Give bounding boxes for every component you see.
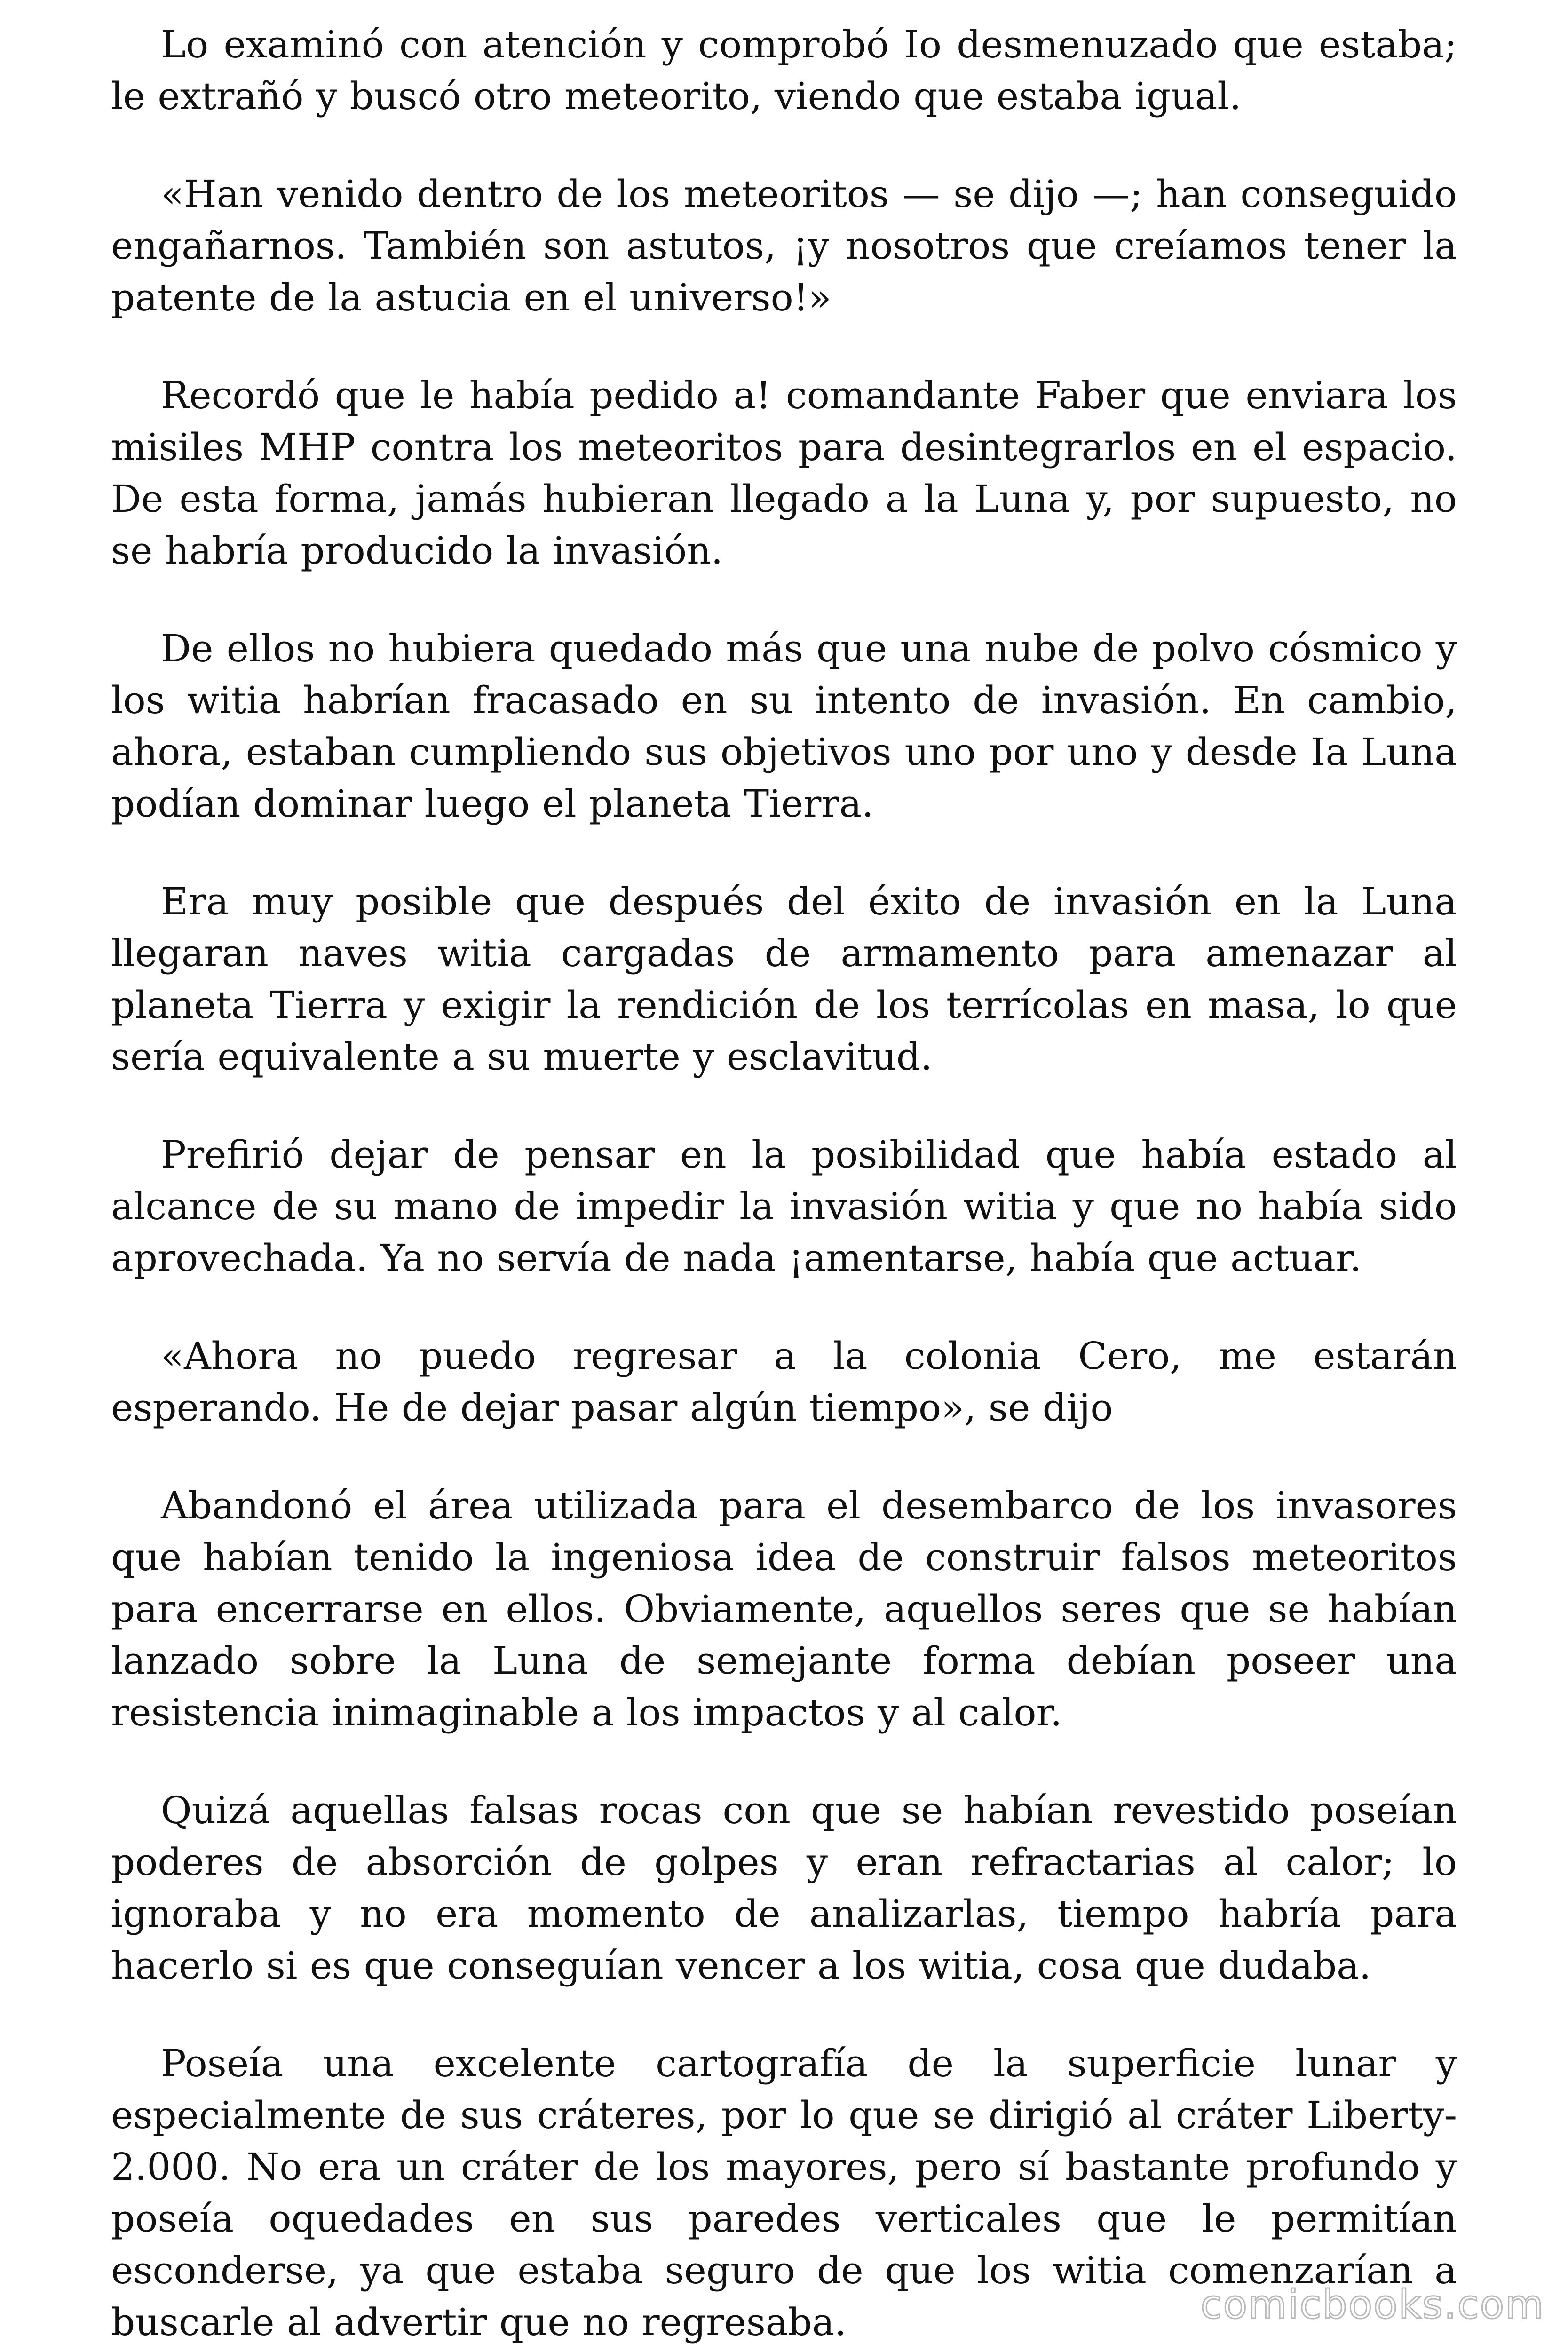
book-page xyxy=(111,19,1457,2344)
paragraph: «Han venido dentro de los meteoritos — se dijo —; han conseguido engañarnos. También son astutos, ¡y nosotros que creíamos tener la patente de la astucia en el universo!» xyxy=(111,172,1457,319)
paragraph: Prefirió dejar de pensar en la posibilidad que había estado al alcance de su mano de impedir la invasión witia y que no había sido aprovechada. Ya no servía de nada ¡amentarse, había que actuar. xyxy=(111,1133,1457,1280)
paragraph: «Ahora no puedo regresar a la colonia Cero, me estarán esperando. He de dejar pasar algún tiempo», se dijo xyxy=(111,1334,1457,1430)
paragraph: Lo examinó con atención y comprobó Io desmenuzado que estaba; le extrañó y buscó otro meteorito, viendo que estaba igual. xyxy=(111,23,1457,118)
paragraph: Era muy posible que después del éxito de invasión en la Luna llegaran naves witia cargadas de armamento para amenazar al planeta Tierra y exigir la rendición de los terrícolas en masa, lo que sería equivalente a su muerte y esclavitud. xyxy=(111,880,1457,1079)
paragraph: Abandonó el área utilizada para el desembarco de los invasores que habían tenido la ingeniosa idea de construir falsos meteoritos para encerrarse en ellos. Obviamente, aquellos seres que se habían lanzado sobre la Luna de semejante forma debían poseer una resistencia inimaginable a los impactos y al calor. xyxy=(111,1484,1457,1734)
paragraph: Poseía una excelente cartografía de la superficie lunar y especialmente de sus cráteres, por lo que se dirigió al cráter Liberty-2.000. No era un cráter de los mayores, pero sí bastante profundo y poseía oquedades en sus paredes verticales que le permitían esconderse, ya que estaba seguro de que los witia comenzarían a buscarle al advertir que no regresaba. xyxy=(111,2042,1457,2344)
paragraph: Recordó que le había pedido a! comandante Faber que enviara los misiles MHP contra los meteoritos para desintegrarlos en el espacio. De esta forma, jamás hubieran llegado a la Luna y, por supuesto, no se habría producido la invasión. xyxy=(111,373,1457,572)
watermark: comicbooks.com xyxy=(1200,2281,1544,2328)
paragraph: Quizá aquellas falsas rocas con que se habían revestido poseían poderes de absorción de golpes y eran refractarias al calor; lo ignoraba y no era momento de analizarlas, tiempo habría para hacerlo si es que conseguían vencer a los witia, cosa que dudaba. xyxy=(111,1788,1457,1987)
paragraph: De ellos no hubiera quedado más que una nube de polvo cósmico y los witia habrían fracasado en su intento de invasión. En cambio, ahora, estaban cumpliendo sus objetivos uno por uno y desde Ia Luna podían dominar luego el planeta Tierra. xyxy=(111,627,1457,826)
